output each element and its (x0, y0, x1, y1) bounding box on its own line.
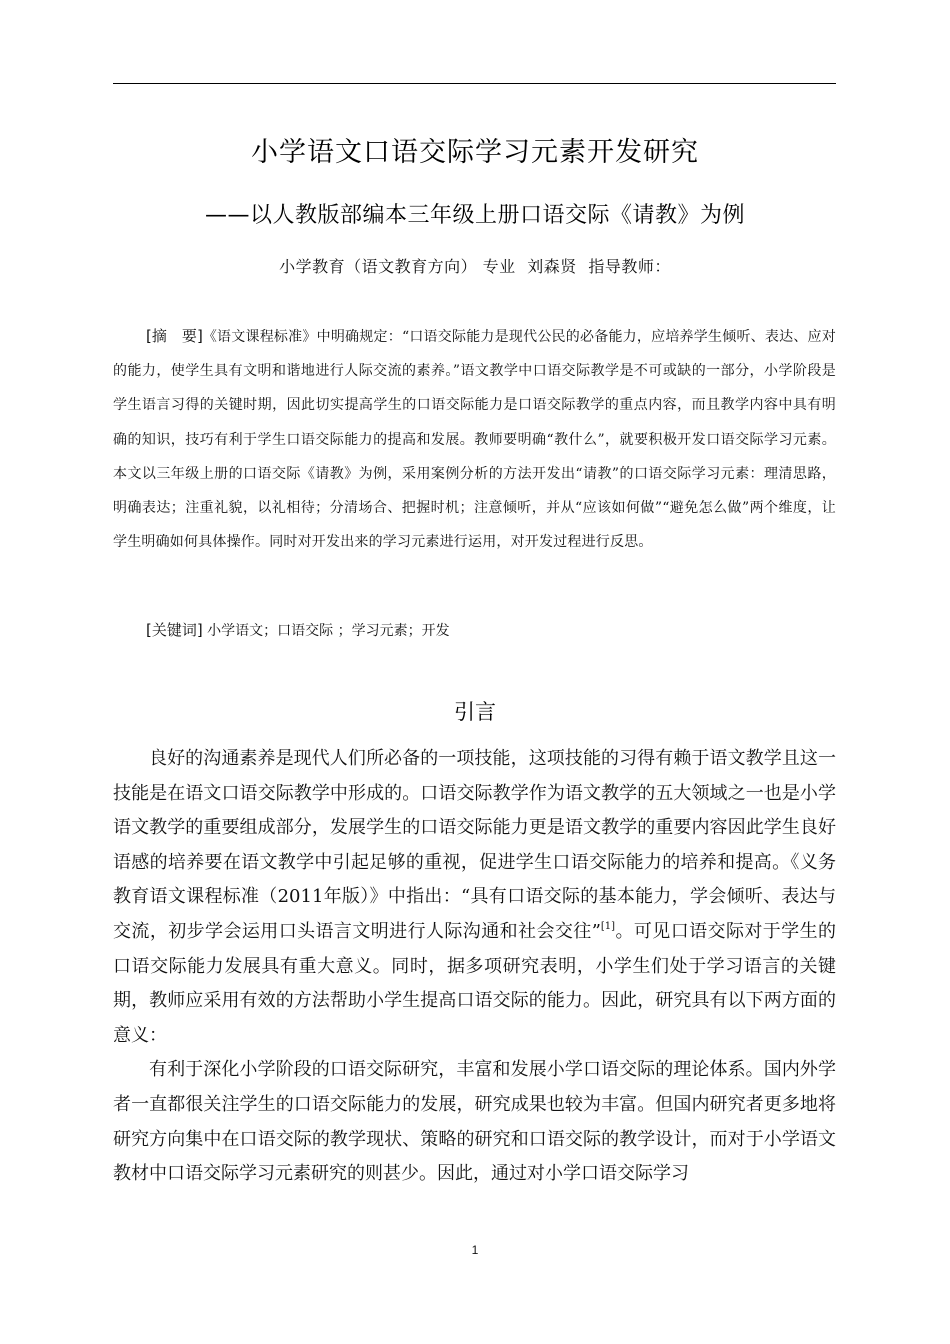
abstract-label: [摘 要] (146, 327, 203, 345)
header-rule (113, 83, 836, 84)
paragraph-1 (113, 742, 836, 1053)
paragraph-1-part-2: 。可见口语交际对于学生的口语交际能力发展具有重大意义。同时，据多项研究表明，小学生们处于学习语言的关键期，教师应采用有效的方法帮助小学生提高口语交际的能力。因此，研究具有以下两方面的意义： (113, 920, 836, 1046)
author-line (0, 254, 950, 277)
abstract (113, 319, 836, 559)
paper-title: 小学语文口语交际学习元素开发研究 (251, 137, 699, 168)
paper-subtitle: ——以人教版部编本三年级上册口语交际《请教》为例 (204, 203, 745, 228)
paragraph-1-part-1: 良好的沟通素养是现代人们所必备的一项技能，这项技能的习得有赖于语文教学且这一技能是在语文口语交际教学中形成的。口语交际教学作为语文教学的五大领域之一也是小学语文教学的重要组成部分，发展学生的口语交际能力更是语文教学的重要内容因此学生良好语感的培养要在语文教学中引起足够的重视，促进学生口语交际能力的培养和提高。《义务教育语文课程标准（2011年版）》中指出：“具有口语交际的基本能力，学会倾听、表达与交流，初步学会运用口头语言文明进行人际沟通和社会交往” (113, 748, 836, 942)
body-text (113, 742, 836, 1192)
keywords-label: [关键词] (146, 621, 203, 639)
keywords-text: 小学语文；口语交际 ；学习元素；开发 (207, 623, 450, 639)
citation-1[interactable]: [1] (600, 920, 616, 932)
abstract-text: 《语文课程标准》中明确规定：“口语交际能力是现代公民的必备能力，应培养学生倾听、表达、应对的能力，使学生具有文明和谐地进行人际交流的素养。”语文教学中口语交际教学是不可或缺的一部分，小学阶段是学生语言习得的关键时期，因此切实提高学生的口语交际能力是口语交际教学的重点内容，而且教学内容中具有明确的知识，技巧有利于学生口语交际能力的提高和发展。教师要明确“教什么”，就要积极开发口语交际学习元素。本文以三年级上册的口语交际《请教》为例，采用案例分析的方法开发出“请教”的口语交际学习元素：理清思路，明确表达；注重礼貌，以礼相待；分清场合、把握时机；注意倾听，并从“应该如何做”“避免怎么做”两个维度，让学生明确如何具体操作。同时对开发出来的学习元素进行运用，对开发过程进行反思。 (113, 329, 836, 551)
section-heading: 引言 (454, 700, 496, 724)
paragraph-2: 有利于深化小学阶段的口语交际研究，丰富和发展小学口语交际的理论体系。国内外学者一直都很关注学生的口语交际能力的发展，研究成果也较为丰富。但国内研究者更多地将研究方向集中在口语交际的教学现状、策略的研究和口语交际的教学设计，而对于小学语文教材中口语交际学习元素研究的则甚少。因此，通过对小学口语交际学习 (113, 1059, 836, 1185)
author-name: 刘森贤 (527, 257, 577, 276)
keywords (146, 616, 836, 645)
author-major: 小学教育（语文教育方向） 专业 (279, 257, 516, 276)
page-number: 1 (471, 1243, 479, 1257)
advisor-label: 指导教师： (588, 257, 671, 276)
